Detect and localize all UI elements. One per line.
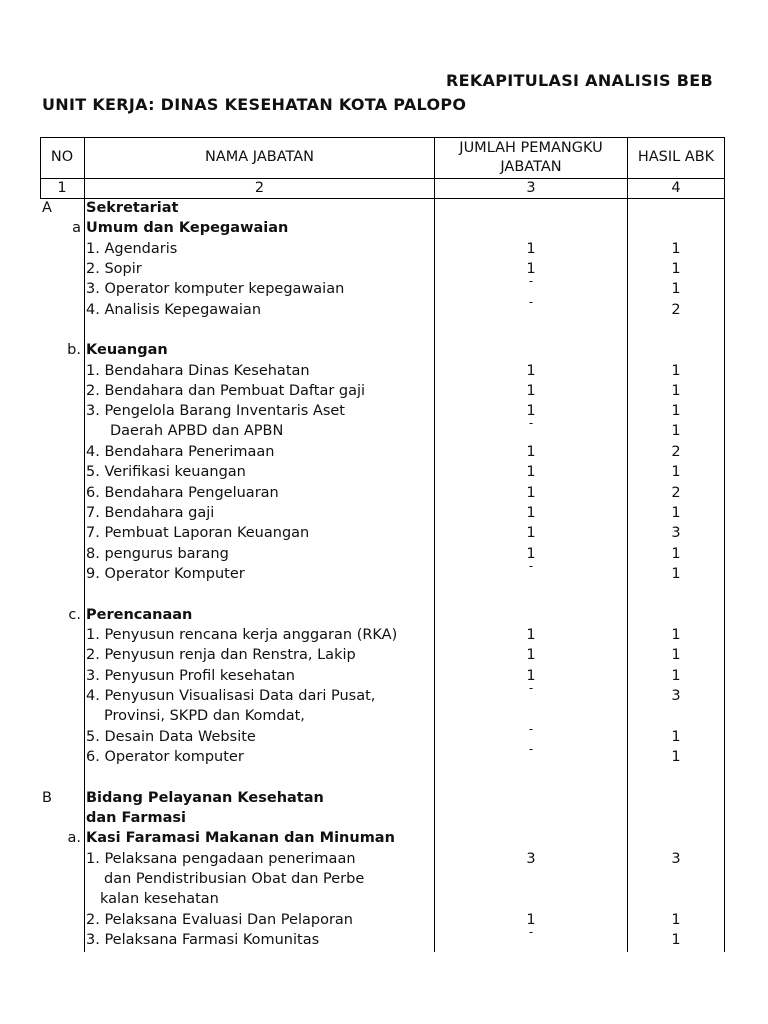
- job-title: Perencanaan: [86, 607, 193, 623]
- col-number-4: 4: [671, 180, 681, 196]
- border-right: [724, 137, 725, 952]
- job-title: 1. Penyusun rencana kerja anggaran (RKA): [86, 627, 398, 643]
- hasil-abk-value: 1: [671, 363, 681, 379]
- jumlah-pemangku-value: 1: [526, 464, 536, 480]
- jumlah-pemangku-value: -: [528, 274, 534, 288]
- col-number-3: 3: [526, 180, 536, 196]
- hasil-abk-value: 2: [671, 485, 681, 501]
- report-title: REKAPITULASI ANALISIS BEB: [446, 71, 713, 90]
- row-number: A: [42, 200, 52, 216]
- jumlah-pemangku-value: -: [528, 681, 534, 695]
- hasil-abk-value: 1: [671, 912, 681, 928]
- job-title: 8. pengurus barang: [86, 546, 229, 562]
- job-title: 6. Operator komputer: [86, 749, 244, 765]
- job-title: 3. Pelaksana Farmasi Komunitas: [86, 932, 320, 948]
- header-no: NO: [50, 149, 74, 165]
- job-title: 1. Pelaksana pengadaan penerimaan: [86, 851, 356, 867]
- job-title: dan Pendistribusian Obat dan Perbe: [104, 871, 365, 887]
- column-divider-1: [84, 137, 85, 952]
- job-title: Keuangan: [86, 342, 168, 358]
- job-title: 1. Bendahara Dinas Kesehatan: [86, 363, 310, 379]
- hasil-abk-value: 1: [671, 729, 681, 745]
- jumlah-pemangku-value: 1: [526, 912, 536, 928]
- jumlah-pemangku-value: -: [528, 925, 534, 939]
- job-title: 2. Bendahara dan Pembuat Daftar gaji: [86, 383, 366, 399]
- hasil-abk-value: 1: [671, 423, 681, 439]
- job-title: 2. Penyusun renja dan Renstra, Lakip: [86, 647, 356, 663]
- job-title: Umum dan Kepegawaian: [86, 220, 289, 236]
- row-number: a: [72, 220, 81, 236]
- col-number-2: 2: [254, 180, 265, 196]
- job-title: 2. Sopir: [86, 261, 142, 277]
- jumlah-pemangku-value: -: [528, 722, 534, 736]
- hasil-abk-value: 2: [671, 302, 681, 318]
- job-title: 3. Penyusun Profil kesehatan: [86, 668, 295, 684]
- border-left-header: [40, 137, 41, 199]
- jumlah-pemangku-value: 1: [526, 485, 536, 501]
- jumlah-pemangku-value: 1: [526, 525, 536, 541]
- job-title: Kasi Faramasi Makanan dan Minuman: [86, 830, 395, 846]
- header-separator: [40, 178, 725, 179]
- hasil-abk-value: 3: [671, 851, 681, 867]
- job-title: Sekretariat: [86, 200, 179, 216]
- jumlah-pemangku-value: 1: [526, 627, 536, 643]
- hasil-abk-value: 1: [671, 566, 681, 582]
- hasil-abk-value: 1: [671, 749, 681, 765]
- job-title: Bidang Pelayanan Kesehatan: [86, 790, 324, 806]
- jumlah-pemangku-value: -: [528, 742, 534, 756]
- job-title: 7. Bendahara gaji: [86, 505, 215, 521]
- jumlah-pemangku-value: 1: [526, 363, 536, 379]
- hasil-abk-value: 3: [671, 525, 681, 541]
- hasil-abk-value: 1: [671, 281, 681, 297]
- job-title: 4. Penyusun Visualisasi Data dari Pusat,: [86, 688, 376, 704]
- header-nama-jabatan: NAMA JABATAN: [205, 149, 314, 165]
- job-title: 5. Desain Data Website: [86, 729, 256, 745]
- jumlah-pemangku-value: 1: [526, 668, 536, 684]
- col-number-1: 1: [57, 180, 67, 196]
- job-title: 3. Operator komputer kepegawaian: [86, 281, 345, 297]
- header-jumlah-line2: JABATAN: [500, 159, 562, 175]
- job-title: 2. Pelaksana Evaluasi Dan Pelaporan: [86, 912, 353, 928]
- jumlah-pemangku-value: 1: [526, 261, 536, 277]
- header-hasil-abk: HASIL ABK: [637, 149, 715, 165]
- hasil-abk-value: 1: [671, 383, 681, 399]
- jumlah-pemangku-value: -: [528, 295, 534, 309]
- job-title: 4. Bendahara Penerimaan: [86, 444, 275, 460]
- jumlah-pemangku-value: 1: [526, 444, 536, 460]
- jumlah-pemangku-value: 1: [526, 383, 536, 399]
- job-title: 4. Analisis Kepegawaian: [86, 302, 262, 318]
- hasil-abk-value: 1: [671, 627, 681, 643]
- row-number: b.: [67, 342, 81, 358]
- hasil-abk-value: 1: [671, 505, 681, 521]
- jumlah-pemangku-value: -: [528, 559, 534, 573]
- jumlah-pemangku-value: 3: [526, 851, 536, 867]
- job-title: 3. Pengelola Barang Inventaris Aset: [86, 403, 345, 419]
- header-jumlah-line1: JUMLAH PEMANGKU: [459, 140, 603, 156]
- job-title: dan Farmasi: [86, 810, 187, 826]
- jumlah-pemangku-value: 1: [526, 505, 536, 521]
- table-border-top: [40, 137, 725, 138]
- job-title: 7. Pembuat Laporan Keuangan: [86, 525, 310, 541]
- row-number: a.: [67, 830, 81, 846]
- jumlah-pemangku-value: 1: [526, 403, 536, 419]
- hasil-abk-value: 1: [671, 464, 681, 480]
- jumlah-pemangku-value: 1: [526, 546, 536, 562]
- hasil-abk-value: 1: [671, 647, 681, 663]
- job-title: Daerah APBD dan APBN: [110, 423, 284, 439]
- job-title: 6. Bendahara Pengeluaran: [86, 485, 279, 501]
- hasil-abk-value: 1: [671, 241, 681, 257]
- hasil-abk-value: 3: [671, 688, 681, 704]
- job-title: 5. Verifikasi keuangan: [86, 464, 246, 480]
- unit-title: UNIT KERJA: DINAS KESEHATAN KOTA PALOPO: [42, 95, 467, 114]
- jumlah-pemangku-value: 1: [526, 241, 536, 257]
- jumlah-pemangku-value: 1: [526, 647, 536, 663]
- hasil-abk-value: 2: [671, 444, 681, 460]
- job-title: 9. Operator Komputer: [86, 566, 245, 582]
- job-title: Provinsi, SKPD dan Komdat,: [104, 708, 305, 724]
- job-title: kalan kesehatan: [100, 891, 219, 907]
- row-number: B: [42, 790, 52, 806]
- row-number: c.: [68, 607, 81, 623]
- hasil-abk-value: 1: [671, 932, 681, 948]
- hasil-abk-value: 1: [671, 546, 681, 562]
- jumlah-pemangku-value: -: [528, 416, 534, 430]
- hasil-abk-value: 1: [671, 403, 681, 419]
- job-title: 1. Agendaris: [86, 241, 178, 257]
- hasil-abk-value: 1: [671, 668, 681, 684]
- hasil-abk-value: 1: [671, 261, 681, 277]
